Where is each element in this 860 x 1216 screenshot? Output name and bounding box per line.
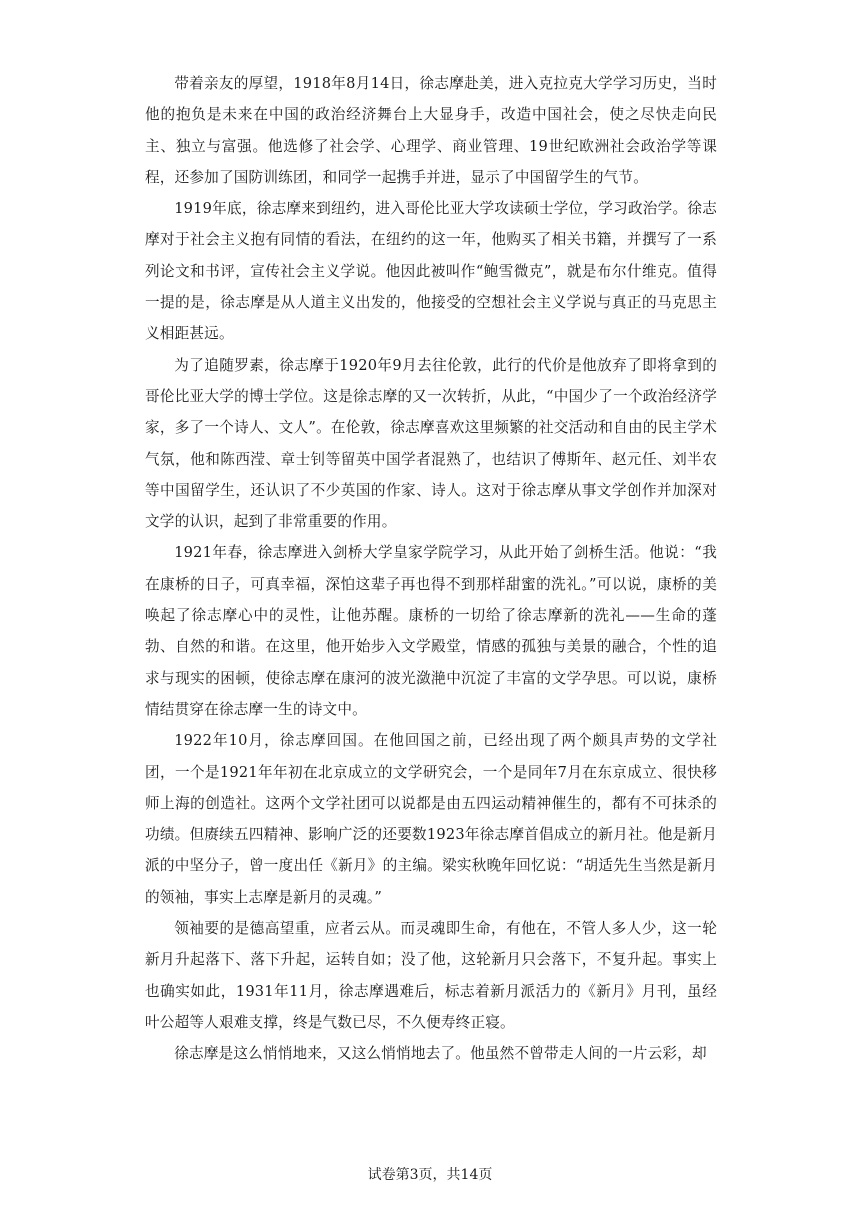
page-footer: 试卷第3页，共14页 <box>367 1167 493 1183</box>
paragraph-2: 1919年底，徐志摩来到纽约，进入哥伦比亚大学攻读硕士学位，学习政治学。徐志摩对于社会主义抱有同情的看法，在纽约的这一年，他购买了相关书籍，并撰写了一系列论文和书评，宣传社会主义学说。他因此被叫作“鲍雪微克”，就是布尔什维克。值得一提的是，徐志摩是从人道主义出发的，他接受的空想社会主义学说与真正的马克思主义相距甚远。 <box>145 200 717 343</box>
paragraph-1: 带着亲友的厚望，1918年8月14日，徐志摩赴美，进入克拉克大学学习历史，当时他的抱负是未来在中国的政治经济舞台上大显身手，改造中国社会，使之尽快走向民主、独立与富强。他选修了社会学、心理学、商业管理、19世纪欧洲社会政治学等课程，还参加了国防训练团，和同学一起携手并进，显示了中国留学生的气节。 <box>145 75 717 186</box>
document-body <box>145 68 717 1070</box>
paragraph-3: 为了追随罗素，徐志摩于1920年9月去往伦敦，此行的代价是他放弃了即将拿到的哥伦比亚大学的博士学位。这是徐志摩的又一次转折，从此，“中国少了一个政治经济学家，多了一个诗人、文人”。在伦敦，徐志摩喜欢这里频繁的社交活动和自由的民主学术气氛，他和陈西滢、章士钊等留英中国学者混熟了，也结识了傅斯年、赵元任、刘半农等中国留学生，还认识了不少英国的作家、诗人。这对于徐志摩从事文学创作并加深对文学的认识，起到了非常重要的作用。 <box>145 356 717 531</box>
paragraph-4: 1921年春，徐志摩进入剑桥大学皇家学院学习，从此开始了剑桥生活。他说：“我在康桥的日子，可真幸福，深怕这辈子再也得不到那样甜蜜的洗礼。”可以说，康桥的美唤起了徐志摩心中的灵性，让他苏醒。康桥的一切给了徐志摩新的洗礼——生命的蓬勃、自然的和谐。在这里，他开始步入文学殿堂，情感的孤独与美景的融合，个性的追求与现实的困顿，使徐志摩在康河的波光潋滟中沉淀了丰富的文学孕思。可以说，康桥情结贯穿在徐志摩一生的诗文中。 <box>145 544 717 718</box>
paragraph-6: 领袖要的是德高望重，应者云从。而灵魂即生命，有他在，不管人多人少，这一轮新月升起落下、落下升起，运转自如；没了他，这轮新月只会落下，不复升起。事实上也确实如此，1931年11月，徐志摩遇难后，标志着新月派活力的《新月》月刊，虽经叶公超等人艰难支撑，终是气数已尽，不久便寿终正寝。 <box>145 920 717 1031</box>
paragraph-7: 徐志摩是这么悄悄地来，又这么悄悄地去了。他虽然不曾带走人间的一片云彩，却 <box>174 1045 707 1063</box>
paragraph-5: 1922年10月，徐志摩回国。在他回国之前，已经出现了两个颇具声势的文学社团，一个是1921年年初在北京成立的文学研究会，一个是同年7月在东京成立、很快移师上海的创造社。这两个文学社团可以说都是由五四运动精神催生的，都有不可抹杀的功绩。但赓续五四精神、影响广泛的还要数1923年徐志摩首倡成立的新月社。他是新月派的中坚分子，曾一度出任《新月》的主编。梁实秋晚年回忆说：“胡适先生当然是新月的领袖，事实上志摩是新月的灵魂。” <box>145 732 717 906</box>
